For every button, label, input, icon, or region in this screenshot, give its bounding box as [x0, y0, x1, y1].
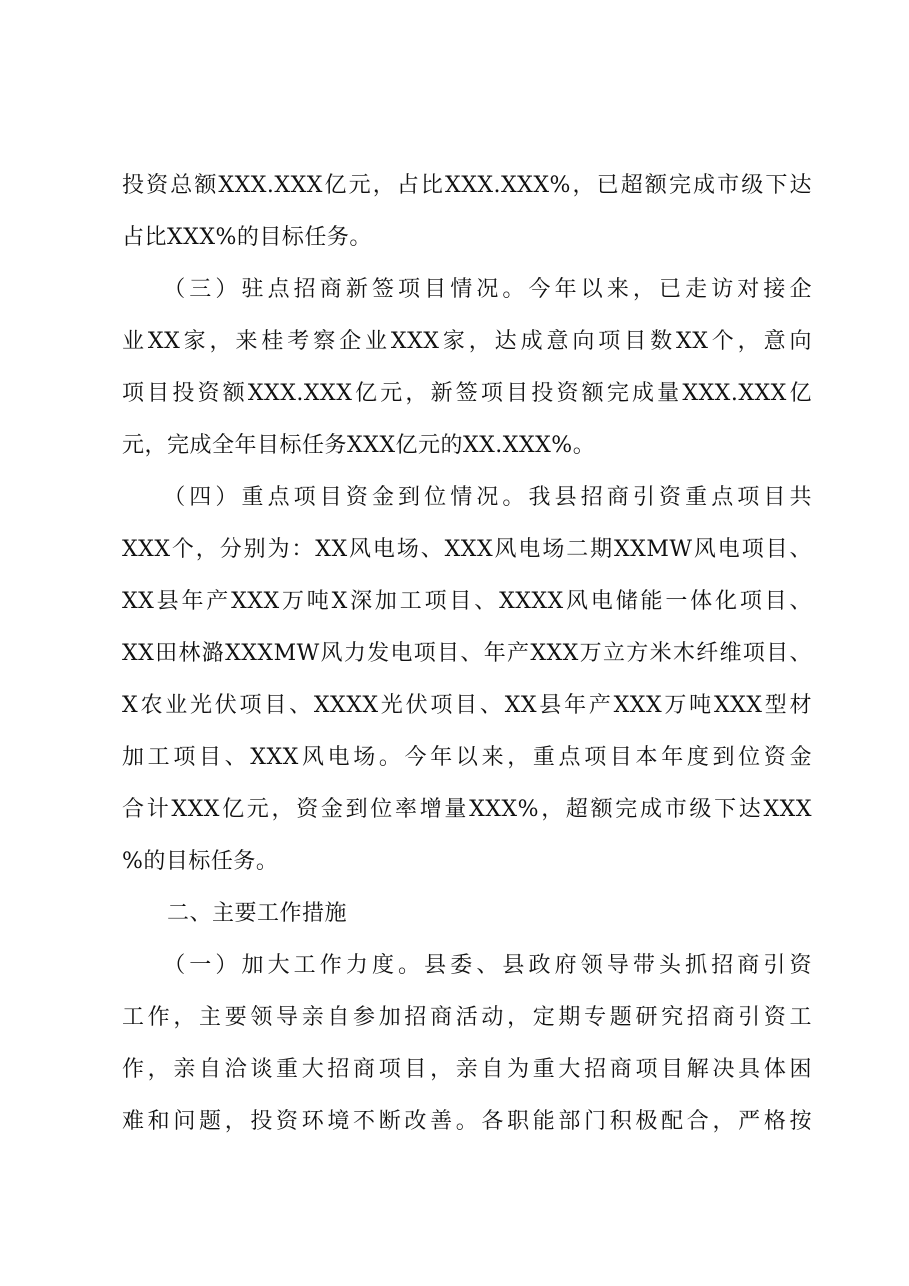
- text-line: %的目标任务。: [122, 849, 279, 874]
- document-body: [122, 160, 812, 1148]
- text-line: XX田林潞XXXMW风力发电项目、年产XXX万立方米木纤维项目、: [122, 641, 812, 666]
- text-line: 投资总额XXX.XXX亿元，占比XXX.XXX%，已超额完成市级下达: [122, 173, 812, 198]
- text-line: X农业光伏项目、XXXX光伏项目、XX县年产XXX万吨XXX型材: [122, 693, 812, 718]
- text-line: 元，完成全年目标任务XXX亿元的XX.XXX%。: [122, 433, 596, 458]
- text-line: XX县年产XXX万吨X深加工项目、XXXX风电储能一体化项目、: [122, 589, 812, 614]
- text-line: 业XX家，来桂考察企业XXX家，达成意向项目数XX个，意向: [122, 329, 812, 354]
- text-line: 加工项目、XXX风电场。今年以来，重点项目本年度到位资金: [122, 745, 812, 770]
- text-line: 合计XXX亿元，资金到位率增量XXX%，超额完成市级下达XXX: [122, 797, 812, 822]
- text-line: 项目投资额XXX.XXX亿元，新签项目投资额完成量XXX.XXX亿: [122, 381, 812, 406]
- text-line: 工作，主要领导亲自参加招商活动，定期专题研究招商引资工: [122, 1005, 812, 1030]
- text-line: （三）驻点招商新签项目情况。今年以来，已走访对接企: [122, 277, 812, 302]
- text-line: XXX个，分别为：XX风电场、XXX风电场二期XXMW风电项目、: [122, 537, 812, 562]
- text-line: 占比XXX%的目标任务。: [122, 225, 372, 250]
- text-line: 难和问题，投资环境不断改善。各职能部门积极配合，严格按: [122, 1109, 812, 1134]
- text-line: 作，亲自洽谈重大招商项目，亲自为重大招商项目解决具体困: [122, 1057, 812, 1082]
- text-line: （一）加大工作力度。县委、县政府领导带头抓招商引资: [122, 953, 812, 978]
- section-heading: 二、主要工作措施: [122, 901, 348, 926]
- text-line: （四）重点项目资金到位情况。我县招商引资重点项目共: [122, 485, 812, 510]
